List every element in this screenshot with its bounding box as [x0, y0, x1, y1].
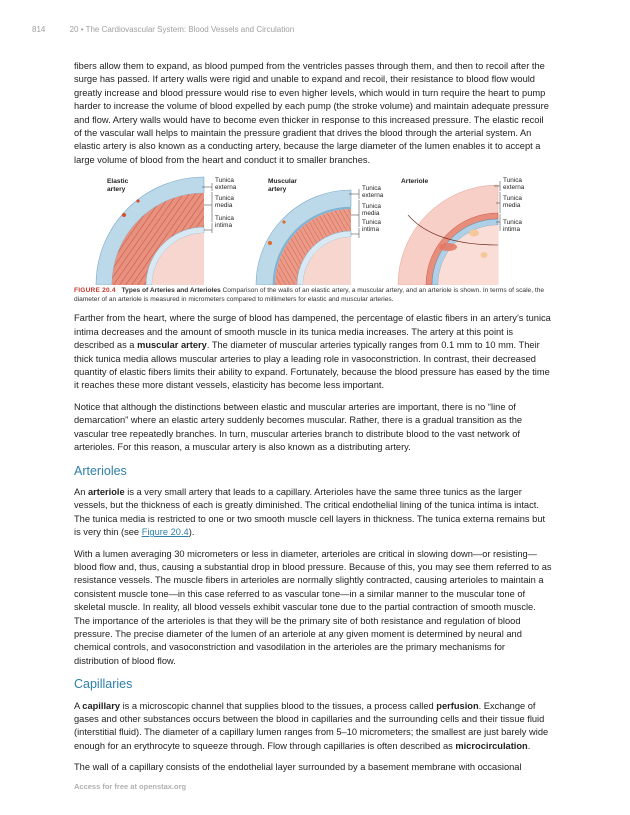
muscular-artery-title — [268, 178, 297, 193]
term-arteriole: arteriole — [87, 486, 125, 497]
section-heading-arterioles: Arterioles — [74, 463, 127, 478]
section-heading-capillaries: Capillaries — [74, 677, 133, 692]
page-header — [32, 25, 598, 34]
paragraph: With a lumen averaging 30 micrometers or less in diameter, arterioles are critical in slowing down—or resisting—blood flow and, thus, causing a substantial drop in blood pressure. Because of this, you may see them referred to as resistance vessels. The muscle fibers in arterioles are normally slightly contracted, causing arterioles to maintain a consistent muscle tone—in this case referred to as vascular tone—in a similar manner to the muscular tone of skeletal muscle. In reality, all blood vessels exhibit vascular tone due to the partial contraction of smooth muscle. The importance of the arterioles is that they will be the primary site of both resistance and regulation of blood pressure. The precise diameter of the lumen of an arteriole at any given moment is determined by neural and chemical controls, and vasoconstriction and vasodilation in the arterioles are the primary mechanisms for distribution of blood flow. — [74, 548, 552, 666]
muscular-artery-diagram — [256, 190, 351, 285]
svg-text:Elastic: Elastic — [107, 178, 129, 186]
svg-text:intima: intima — [362, 226, 380, 234]
elastic-artery-title — [107, 178, 129, 193]
svg-text:media: media — [215, 202, 233, 210]
page-number: 814 — [32, 25, 46, 34]
svg-text:media: media — [362, 210, 380, 218]
paragraph: fibers allow them to expand, as blood pumped from the ventricles passes through them, and then to recoil after the surge has passed. If artery walls were rigid and unable to expand and recoil, their resistance to blood flow would greatly increase and blood pressure would rise to even higher levels, which would in turn require the heart to pump harder to increase the volume of blood expelled by each pump (the stroke volume) and maintain adequate pressure and flow. Artery walls would have to become even thicker in response to this increased pressure. The elastic recoil of the vascular wall helps to maintain the pressure gradient that drives the blood through the arterial system. An elastic artery is also known as a conducting artery, because the large diameter of the lumen enables it to accept a large volume of blood from the heart and conduct it to smaller branches. — [74, 61, 549, 165]
arteries-illustration — [74, 175, 552, 285]
figure-caption-text: Comparison of the walls of an elastic artery, a muscular artery, and an arteriole is shown. In terms of scale, the diameter of an arteriole is measured in micrometers compared to millimeters for elastic and muscular arteries. — [74, 287, 545, 303]
svg-text:intima: intima — [215, 222, 233, 230]
elastic-artery-labels — [202, 177, 237, 233]
svg-text:externa: externa — [503, 184, 525, 192]
svg-text:Tunica: Tunica — [362, 185, 381, 193]
arteriole-title — [401, 178, 428, 185]
main-content — [74, 60, 552, 783]
term-perfusion: perfusion — [436, 700, 479, 711]
figure-reference-link[interactable]: Figure 20.4 — [141, 527, 189, 538]
svg-text:Tunica: Tunica — [503, 177, 522, 185]
term-capillary: capillary — [82, 700, 121, 711]
chapter-title: 20 • The Cardiovascular System: Blood Vessels and Circulation — [69, 25, 295, 34]
arteriole-diagram — [398, 185, 498, 285]
svg-text:artery: artery — [107, 186, 126, 194]
figure-caption — [74, 287, 552, 304]
arteriole-labels — [494, 177, 525, 233]
svg-text:Arteriole: Arteriole — [401, 178, 429, 186]
svg-text:Tunica: Tunica — [215, 177, 234, 185]
svg-text:Tunica: Tunica — [503, 195, 522, 203]
term-microcirculation: microcirculation — [455, 740, 528, 751]
paragraph: A capillary is a microscopic channel that supplies blood to the tissues, a process called perfusion. Exchange of gases and other substances occurs between the blood in capillaries and the surrounding cells and their tissue fluid (interstitial fluid). The diameter of a capillary lumen ranges from 5–10 micrometers; the smallest are just barely wide enough for an erythrocyte to squeeze through. Flow through capillaries is often described as microcirculation. — [74, 700, 549, 751]
figure-title: Types of Arteries and Arterioles — [121, 287, 221, 295]
elastic-artery-diagram — [96, 177, 204, 285]
svg-text:Tunica: Tunica — [215, 215, 234, 223]
svg-text:Muscular: Muscular — [268, 178, 297, 186]
paragraph: An arteriole is a very small artery that leads to a capillary. Arterioles have the same three tunics as the larger vessels, but the thickness of each is greatly diminished. The critical endothelial lining of the tunica intima is intact. The tunica media is restricted to one or two smooth muscle cell layers in thickness. The tunica externa remains but is very thin (see Figure 20.4). — [74, 486, 546, 538]
figure-arteries — [74, 175, 552, 285]
svg-text:Tunica: Tunica — [362, 219, 381, 227]
page-footer: Access for free at openstax.org — [74, 782, 187, 791]
svg-text:artery: artery — [268, 186, 287, 194]
svg-text:media: media — [503, 202, 521, 210]
svg-text:intima: intima — [503, 226, 521, 234]
term-muscular-artery: muscular artery — [137, 340, 207, 351]
paragraph: Farther from the heart, where the surge of blood has dampened, the percentage of elastic fibers in an artery’s tunica intima decreases and the amount of smooth muscle in its tunica media increases. The artery at this point is described as a muscular artery. The diameter of muscular arteries typically ranges from 0.1 mm to 10 mm. Their thick tunica media allows muscular arteries to play a leading role in vasoconstriction. In contrast, their decreased quantity of elastic fibers limits their ability to expand. Fortunately, because the blood pressure has eased by the time it reaches these more distant vessels, elasticity has become less important. — [74, 313, 551, 391]
svg-text:Tunica: Tunica — [215, 195, 234, 203]
paragraph: Notice that although the distinctions between elastic and muscular arteries are important, there is no “line of demarcation” where an elastic artery suddenly becomes muscular. Rather, there is a gradual transition as the vascular tree repeatedly branches. In turn, muscular arteries branch to distribute blood to the vast network of arterioles. For this reason, a muscular artery is also known as a distributing artery. — [74, 401, 523, 453]
svg-text:externa: externa — [215, 184, 237, 192]
svg-text:Tunica: Tunica — [503, 219, 522, 227]
muscular-artery-labels — [349, 185, 384, 238]
figure-label: FIGURE 20.4 — [74, 287, 116, 295]
svg-text:Tunica: Tunica — [362, 203, 381, 211]
svg-text:externa: externa — [362, 192, 384, 200]
paragraph: The wall of a capillary consists of the endothelial layer surrounded by a basement membrane with occasional — [74, 762, 522, 773]
